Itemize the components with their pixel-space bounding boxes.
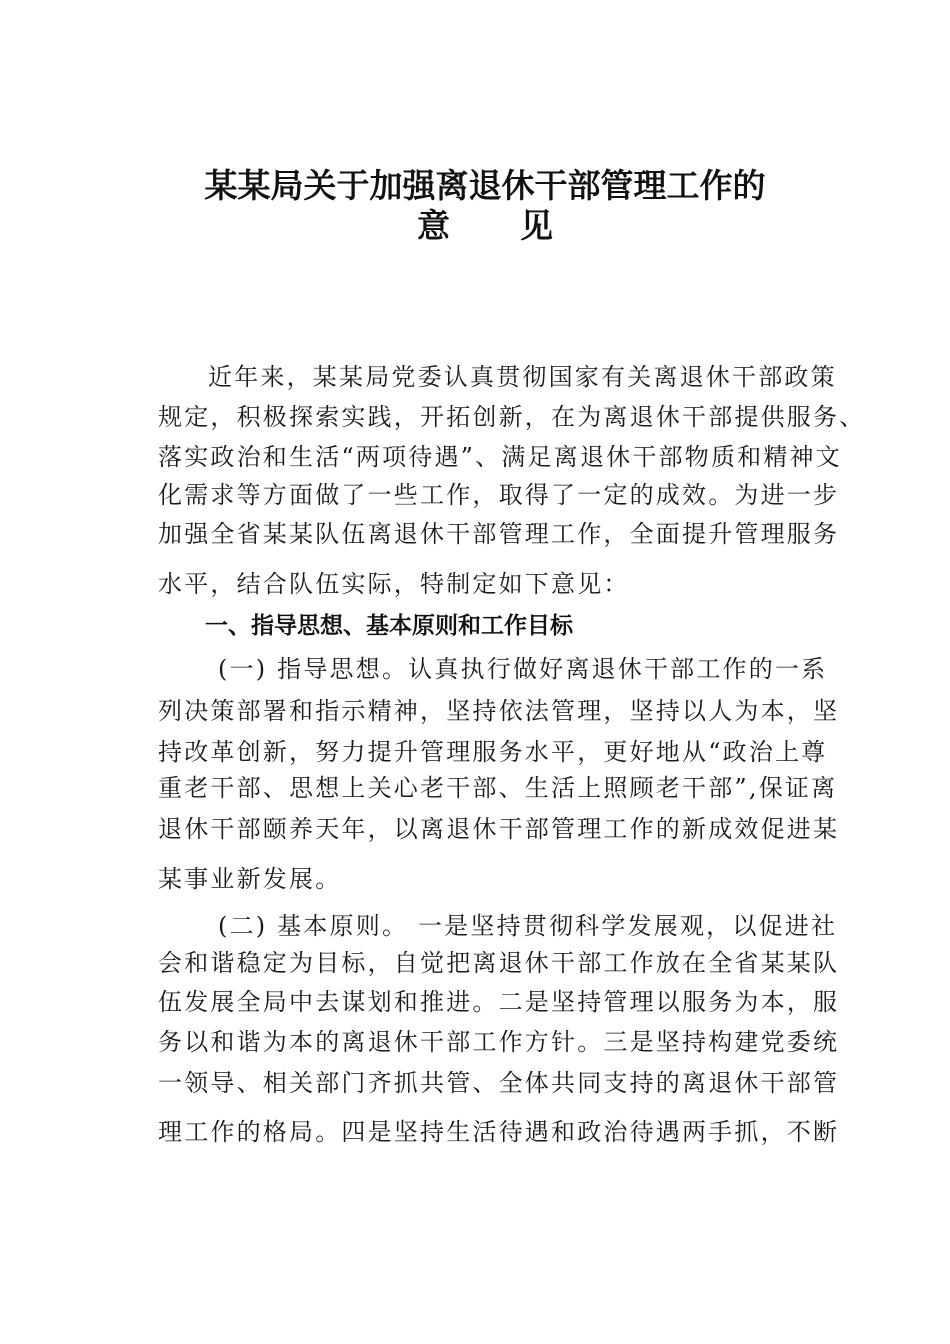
document-title-line-1: 某某局关于加强离退休干部管理工作的 xyxy=(204,166,766,205)
section-heading-1: 一、指导思想、基本原则和工作目标 xyxy=(205,613,573,639)
intro-line-1: 近年来，某某局党委认真贯彻国家有关离退休干部政策 xyxy=(208,363,837,391)
intro-line-2: 规定，积极探索实践，开拓创新，在为离退休干部提供服务、 xyxy=(158,403,866,431)
intro-line-4: 化需求等方面做了一些工作，取得了一定的成效。为进一步 xyxy=(158,481,840,509)
guiding-line-5: 退休干部颐养天年，以离退休干部管理工作的新成效促进某 xyxy=(158,815,840,843)
guiding-line-6: 某事业新发展。 xyxy=(158,865,342,893)
document-title-line-2: 意见 xyxy=(417,206,623,245)
guiding-line-4: 重老干部、思想上关心老干部、生活上照顾老干部”,保证离 xyxy=(158,774,838,802)
intro-line-3: 落实政治和生活“两项待遇”、满足离退休干部物质和精神文 xyxy=(158,443,842,471)
principle-line-2: 会和谐稳定为目标，自觉把离退休干部工作放在全省某某队 xyxy=(158,949,840,977)
guiding-line-1: (一) 指导思想。认真执行做好离退休干部工作的一系 xyxy=(218,655,828,683)
guiding-line-3: 持改革创新，努力提升管理服务水平，更好地从“政治上尊 xyxy=(158,738,828,766)
principle-line-6: 理工作的格局。四是坚持生活待遇和政治待遇两手抓，不断 xyxy=(158,1118,840,1146)
principle-line-1: (二) 基本原则。 一是坚持贯彻科学发展观，以促进社 xyxy=(218,912,838,940)
intro-line-5: 加强全省某某队伍离退休干部管理工作，全面提升管理服务 xyxy=(158,520,840,548)
principle-line-5: 一领导、相关部门齐抓共管、全体共同支持的离退休干部管 xyxy=(158,1069,840,1097)
guiding-line-2: 列决策部署和指示精神，坚持依法管理，坚持以人为本，坚 xyxy=(158,697,840,725)
intro-line-6: 水平，结合队伍实际，特制定如下意见： xyxy=(158,570,630,598)
principle-line-3: 伍发展全局中去谋划和推进。二是坚持管理以服务为本，服 xyxy=(158,988,840,1016)
principle-line-4: 务以和谐为本的离退休干部工作方针。三是坚持构建党委统 xyxy=(158,1028,840,1056)
